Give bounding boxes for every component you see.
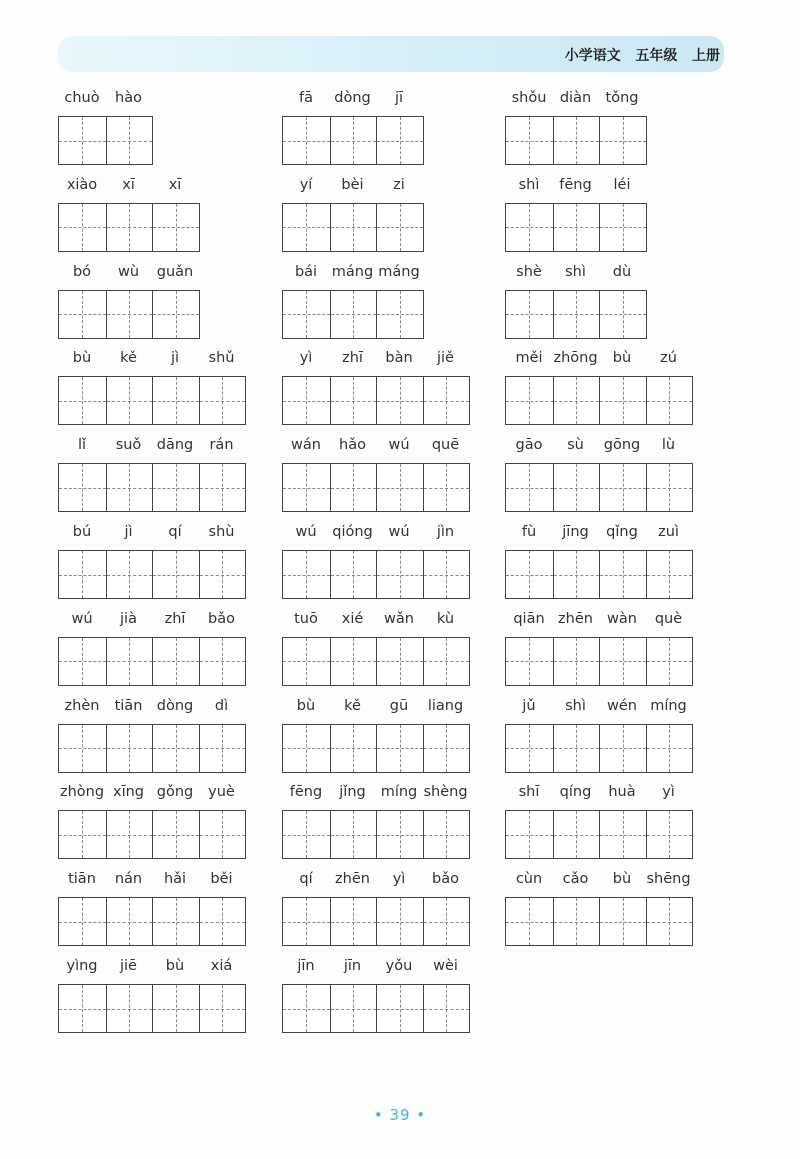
writing-box-group: [282, 203, 424, 252]
pinyin-syllable: jīng: [562, 524, 589, 540]
tianzige-cell[interactable]: [199, 551, 246, 598]
tianzige-cell[interactable]: [152, 638, 199, 685]
tianzige-cell[interactable]: [106, 898, 153, 945]
pinyin-syllable: què: [654, 610, 683, 627]
tianzige-cell[interactable]: [376, 725, 423, 772]
pinyin-syllable: kù: [436, 610, 455, 627]
header-title: 小学语文 五年级 上册: [564, 48, 720, 64]
tianzige-cell[interactable]: [423, 377, 470, 424]
pinyin-syllable: máng: [331, 263, 374, 280]
tianzige-cell[interactable]: [59, 377, 106, 424]
tianzige-cell[interactable]: [199, 377, 246, 424]
pinyin-syllable: zhī: [342, 350, 363, 367]
pinyin-syllable: shì: [565, 263, 586, 280]
tianzige-cell[interactable]: [330, 204, 377, 251]
pinyin-syllable: qí: [168, 524, 182, 540]
pinyin-syllable: qǐng: [606, 524, 638, 540]
tianzige-cell[interactable]: [330, 638, 377, 685]
tianzige-cell[interactable]: [423, 898, 470, 945]
pinyin-syllable: běi: [210, 871, 233, 888]
writing-box-group: [58, 897, 246, 946]
writing-box-group: [282, 116, 424, 165]
tianzige-cell[interactable]: [330, 811, 377, 858]
tianzige-cell[interactable]: [106, 725, 153, 772]
pinyin-syllable: gōng: [603, 437, 641, 454]
pinyin-syllable: shǒu: [511, 90, 547, 106]
pinyin-syllable: shù: [208, 524, 235, 540]
tianzige-cell[interactable]: [553, 291, 600, 338]
pinyin-syllable: rán: [209, 437, 234, 454]
tianzige-cell[interactable]: [283, 985, 330, 1032]
pinyin-syllable: bèi: [341, 176, 364, 193]
tianzige-cell[interactable]: [553, 377, 600, 424]
tianzige-cell[interactable]: [330, 898, 377, 945]
tianzige-cell[interactable]: [376, 204, 423, 251]
tianzige-cell[interactable]: [152, 551, 199, 598]
writing-box-group: [282, 550, 470, 599]
tianzige-cell[interactable]: [646, 811, 693, 858]
writing-box-group: [505, 897, 693, 946]
tianzige-cell[interactable]: [283, 291, 330, 338]
pinyin-syllable: tǒng: [605, 90, 639, 106]
tianzige-cell[interactable]: [199, 725, 246, 772]
tianzige-cell[interactable]: [330, 551, 377, 598]
pinyin-syllable: huà: [608, 784, 636, 801]
tianzige-cell[interactable]: [330, 985, 377, 1032]
pinyin-syllable: kě: [344, 697, 361, 714]
pinyin-syllable: bái: [294, 263, 318, 280]
pinyin-syllable: shì: [565, 697, 586, 714]
pinyin-syllable: zhī: [164, 610, 186, 627]
tianzige-cell[interactable]: [506, 117, 553, 164]
tianzige-cell[interactable]: [106, 117, 153, 164]
writing-box-group: [505, 290, 647, 339]
pinyin-syllable: léi: [613, 176, 631, 193]
tianzige-cell[interactable]: [199, 464, 246, 511]
tianzige-cell[interactable]: [283, 551, 330, 598]
tianzige-cell[interactable]: [283, 117, 330, 164]
tianzige-cell[interactable]: [599, 204, 646, 251]
pinyin-syllable: jī: [394, 90, 404, 106]
tianzige-cell[interactable]: [106, 551, 153, 598]
pinyin-syllable: yuè: [208, 784, 235, 801]
pinyin-syllable: bù: [612, 871, 632, 888]
pinyin-syllable: quē: [431, 437, 460, 454]
tianzige-cell[interactable]: [506, 291, 553, 338]
tianzige-cell[interactable]: [283, 725, 330, 772]
pinyin-syllable: xiào: [66, 176, 98, 193]
tianzige-cell[interactable]: [106, 377, 153, 424]
tianzige-cell[interactable]: [330, 725, 377, 772]
pinyin-syllable: dù: [612, 263, 632, 280]
pinyin-syllable: dì: [214, 697, 229, 714]
writing-box-group: [505, 116, 647, 165]
pinyin-syllable: cùn: [515, 871, 543, 888]
pinyin-syllable: dòng: [156, 697, 194, 714]
pinyin-syllable: zú: [660, 350, 677, 367]
tianzige-cell[interactable]: [553, 551, 600, 598]
writing-box-group: [505, 376, 693, 425]
pinyin-syllable: yì: [392, 871, 406, 888]
pinyin-syllable: lǐ: [77, 437, 87, 454]
tianzige-cell[interactable]: [199, 985, 246, 1032]
tianzige-cell[interactable]: [330, 291, 377, 338]
pinyin-syllable: hào: [115, 90, 142, 106]
pinyin-syllable: wú: [295, 524, 317, 540]
writing-box-group: [58, 637, 246, 686]
tianzige-cell[interactable]: [599, 117, 646, 164]
tianzige-cell[interactable]: [59, 898, 106, 945]
tianzige-cell[interactable]: [423, 725, 470, 772]
tianzige-cell[interactable]: [59, 117, 106, 164]
pinyin-syllable: wú: [388, 524, 410, 540]
tianzige-cell[interactable]: [152, 811, 199, 858]
tianzige-cell[interactable]: [506, 898, 553, 945]
tianzige-cell[interactable]: [59, 811, 106, 858]
pinyin-syllable: gāo: [515, 437, 543, 454]
pinyin-syllable: dòng: [334, 90, 371, 106]
pinyin-syllable: bú: [72, 524, 92, 540]
tianzige-cell[interactable]: [646, 377, 693, 424]
pinyin-syllable: jiē: [120, 958, 137, 974]
pinyin-syllable: bù: [296, 697, 316, 714]
pinyin-syllable: zhēn: [335, 871, 370, 888]
pinyin-syllable: yì: [299, 350, 313, 367]
pinyin-syllable: bǎo: [432, 871, 459, 888]
pinyin-syllable: tiān: [68, 871, 96, 888]
tianzige-cell[interactable]: [152, 985, 199, 1032]
tianzige-cell[interactable]: [506, 725, 553, 772]
writing-box-group: [58, 984, 246, 1033]
pinyin-syllable: zuì: [658, 524, 679, 540]
pinyin-syllable: kě: [120, 350, 137, 367]
pinyin-syllable: qiān: [513, 610, 545, 627]
tianzige-cell[interactable]: [599, 464, 646, 511]
writing-box-group: [58, 290, 200, 339]
pinyin-syllable: chuò: [64, 90, 100, 106]
pinyin-syllable: měi: [515, 350, 543, 367]
pinyin-syllable: gū: [389, 697, 409, 714]
tianzige-cell[interactable]: [376, 117, 423, 164]
tianzige-cell[interactable]: [283, 464, 330, 511]
pinyin-syllable: hǎo: [339, 437, 366, 454]
tianzige-cell[interactable]: [59, 464, 106, 511]
writing-box-group: [505, 463, 693, 512]
tianzige-cell[interactable]: [106, 291, 153, 338]
tianzige-cell[interactable]: [599, 725, 646, 772]
tianzige-cell[interactable]: [599, 638, 646, 685]
writing-box-group: [282, 984, 470, 1033]
pinyin-syllable: bǎo: [208, 610, 235, 627]
writing-box-group: [282, 463, 470, 512]
tianzige-cell[interactable]: [106, 638, 153, 685]
pinyin-syllable: shǔ: [208, 350, 235, 367]
pinyin-syllable: jǔ: [522, 697, 536, 714]
tianzige-cell[interactable]: [553, 898, 600, 945]
tianzige-cell[interactable]: [599, 377, 646, 424]
tianzige-cell[interactable]: [553, 204, 600, 251]
pinyin-syllable: jiě: [437, 350, 454, 367]
tianzige-cell[interactable]: [59, 291, 106, 338]
tianzige-cell[interactable]: [553, 811, 600, 858]
pinyin-syllable: jì: [170, 350, 180, 367]
tianzige-cell[interactable]: [376, 291, 423, 338]
pinyin-syllable: shēng: [646, 871, 691, 888]
tianzige-cell[interactable]: [199, 898, 246, 945]
writing-box-group: [58, 463, 246, 512]
pinyin-syllable: zhòng: [59, 784, 105, 801]
tianzige-cell[interactable]: [506, 811, 553, 858]
pinyin-syllable: fā: [299, 90, 313, 106]
pinyin-syllable: bù: [72, 350, 92, 367]
tianzige-cell[interactable]: [106, 811, 153, 858]
tianzige-cell[interactable]: [376, 638, 423, 685]
tianzige-cell[interactable]: [423, 638, 470, 685]
pinyin-syllable: wú: [71, 610, 93, 627]
pinyin-syllable: bù: [165, 958, 185, 974]
pinyin-syllable: xī: [168, 176, 182, 193]
pinyin-syllable: tuō: [294, 610, 318, 627]
pinyin-syllable: shèng: [423, 784, 468, 801]
writing-box-group: [505, 550, 693, 599]
tianzige-cell[interactable]: [283, 898, 330, 945]
tianzige-cell[interactable]: [506, 377, 553, 424]
pinyin-syllable: zhēn: [558, 610, 593, 627]
tianzige-cell[interactable]: [106, 204, 153, 251]
pinyin-syllable: zhōng: [553, 350, 598, 367]
tianzige-cell[interactable]: [283, 204, 330, 251]
writing-box-group: [505, 724, 693, 773]
pinyin-syllable: diàn: [559, 90, 592, 106]
tianzige-cell[interactable]: [199, 638, 246, 685]
writing-box-group: [282, 810, 470, 859]
pinyin-syllable: liang: [427, 697, 464, 714]
tianzige-cell[interactable]: [599, 291, 646, 338]
tianzige-cell[interactable]: [376, 464, 423, 511]
pinyin-syllable: bù: [612, 350, 632, 367]
pinyin-syllable: xiá: [210, 958, 233, 974]
pinyin-syllable: wǎn: [384, 610, 414, 627]
tianzige-cell[interactable]: [59, 985, 106, 1032]
tianzige-cell[interactable]: [330, 377, 377, 424]
pinyin-syllable: fēng: [559, 176, 592, 193]
tianzige-cell[interactable]: [283, 638, 330, 685]
tianzige-cell[interactable]: [152, 898, 199, 945]
writing-box-group: [505, 203, 647, 252]
pinyin-syllable: jià: [120, 610, 137, 627]
pinyin-syllable: qí: [299, 871, 313, 888]
writing-box-group: [58, 724, 246, 773]
pinyin-syllable: xī: [122, 176, 135, 193]
pinyin-syllable: guǎn: [156, 263, 194, 280]
pinyin-syllable: jìn: [436, 524, 455, 540]
tianzige-cell[interactable]: [152, 377, 199, 424]
pinyin-syllable: wú: [388, 437, 410, 454]
tianzige-cell[interactable]: [553, 464, 600, 511]
writing-box-group: [58, 810, 246, 859]
pinyin-syllable: qióng: [332, 524, 373, 540]
tianzige-cell[interactable]: [330, 464, 377, 511]
pinyin-syllable: míng: [380, 784, 418, 801]
writing-box-group: [505, 637, 693, 686]
pinyin-syllable: wàn: [607, 610, 637, 627]
pinyin-syllable: dāng: [156, 437, 194, 454]
tianzige-cell[interactable]: [330, 117, 377, 164]
writing-box-group: [282, 724, 470, 773]
writing-box-group: [282, 376, 470, 425]
tianzige-cell[interactable]: [599, 551, 646, 598]
tianzige-cell[interactable]: [423, 551, 470, 598]
tianzige-cell[interactable]: [59, 638, 106, 685]
pinyin-syllable: wén: [607, 697, 637, 714]
pinyin-syllable: xié: [341, 610, 364, 627]
pinyin-syllable: yìng: [66, 958, 98, 974]
writing-box-group: [58, 203, 200, 252]
tianzige-cell[interactable]: [59, 725, 106, 772]
writing-box-group: [58, 376, 246, 425]
writing-box-group: [505, 810, 693, 859]
tianzige-cell[interactable]: [152, 464, 199, 511]
tianzige-cell[interactable]: [553, 117, 600, 164]
pinyin-syllable: fēng: [289, 784, 323, 801]
tianzige-cell[interactable]: [283, 811, 330, 858]
pinyin-syllable: shī: [518, 784, 540, 801]
writing-box-group: [282, 290, 424, 339]
writing-box-group: [282, 637, 470, 686]
pinyin-syllable: nán: [114, 871, 143, 888]
tianzige-cell[interactable]: [152, 291, 199, 338]
tianzige-cell[interactable]: [376, 377, 423, 424]
tianzige-cell[interactable]: [506, 464, 553, 511]
writing-box-group: [58, 550, 246, 599]
pinyin-syllable: zi: [393, 176, 405, 193]
tianzige-cell[interactable]: [506, 551, 553, 598]
tianzige-cell[interactable]: [646, 551, 693, 598]
pinyin-syllable: qíng: [559, 784, 592, 801]
pinyin-syllable: jǐng: [339, 784, 366, 801]
tianzige-cell[interactable]: [646, 725, 693, 772]
pinyin-syllable: jīn: [297, 958, 315, 974]
tianzige-cell[interactable]: [646, 464, 693, 511]
pinyin-syllable: yì: [662, 784, 675, 801]
pinyin-syllable: jì: [124, 524, 133, 540]
pinyin-syllable: fù: [521, 524, 537, 540]
tianzige-cell[interactable]: [553, 638, 600, 685]
pinyin-syllable: tiān: [114, 697, 143, 714]
tianzige-cell[interactable]: [376, 811, 423, 858]
pinyin-syllable: zhèn: [64, 697, 100, 714]
tianzige-cell[interactable]: [553, 725, 600, 772]
tianzige-cell[interactable]: [423, 811, 470, 858]
pinyin-syllable: wù: [117, 263, 140, 280]
pinyin-syllable: xīng: [112, 784, 144, 801]
tianzige-cell[interactable]: [152, 725, 199, 772]
pinyin-syllable: shì: [518, 176, 540, 193]
pinyin-syllable: suǒ: [115, 437, 142, 454]
pinyin-syllable: jīn: [343, 958, 362, 974]
pinyin-syllable: míng: [650, 697, 687, 714]
pinyin-syllable: wèi: [433, 958, 458, 974]
tianzige-cell[interactable]: [376, 898, 423, 945]
pinyin-syllable: yǒu: [385, 958, 413, 974]
tianzige-cell[interactable]: [59, 551, 106, 598]
tianzige-cell[interactable]: [423, 985, 470, 1032]
tianzige-cell[interactable]: [106, 464, 153, 511]
tianzige-cell[interactable]: [646, 638, 693, 685]
tianzige-cell[interactable]: [376, 985, 423, 1032]
pinyin-syllable: bàn: [385, 350, 413, 367]
pinyin-syllable: lù: [661, 437, 676, 454]
tianzige-cell[interactable]: [283, 377, 330, 424]
pinyin-syllable: gǒng: [156, 784, 194, 801]
tianzige-cell[interactable]: [599, 811, 646, 858]
tianzige-cell[interactable]: [376, 551, 423, 598]
writing-box-group: [58, 116, 153, 165]
pinyin-syllable: cǎo: [562, 871, 589, 888]
pinyin-syllable: wán: [291, 437, 321, 454]
tianzige-cell[interactable]: [423, 464, 470, 511]
pinyin-syllable: hǎi: [163, 871, 187, 888]
pinyin-syllable: sù: [567, 437, 584, 454]
pinyin-syllable: máng: [378, 263, 420, 280]
pinyin-syllable: yí: [299, 176, 313, 193]
pinyin-syllable: bó: [72, 263, 92, 280]
writing-box-group: [282, 897, 470, 946]
tianzige-cell[interactable]: [199, 811, 246, 858]
page-number: • 39 •: [373, 1106, 427, 1124]
tianzige-cell[interactable]: [506, 638, 553, 685]
pinyin-syllable: shè: [516, 263, 542, 280]
tianzige-cell[interactable]: [106, 985, 153, 1032]
tianzige-cell[interactable]: [59, 204, 106, 251]
tianzige-cell[interactable]: [646, 898, 693, 945]
tianzige-cell[interactable]: [152, 204, 199, 251]
tianzige-cell[interactable]: [599, 898, 646, 945]
tianzige-cell[interactable]: [506, 204, 553, 251]
